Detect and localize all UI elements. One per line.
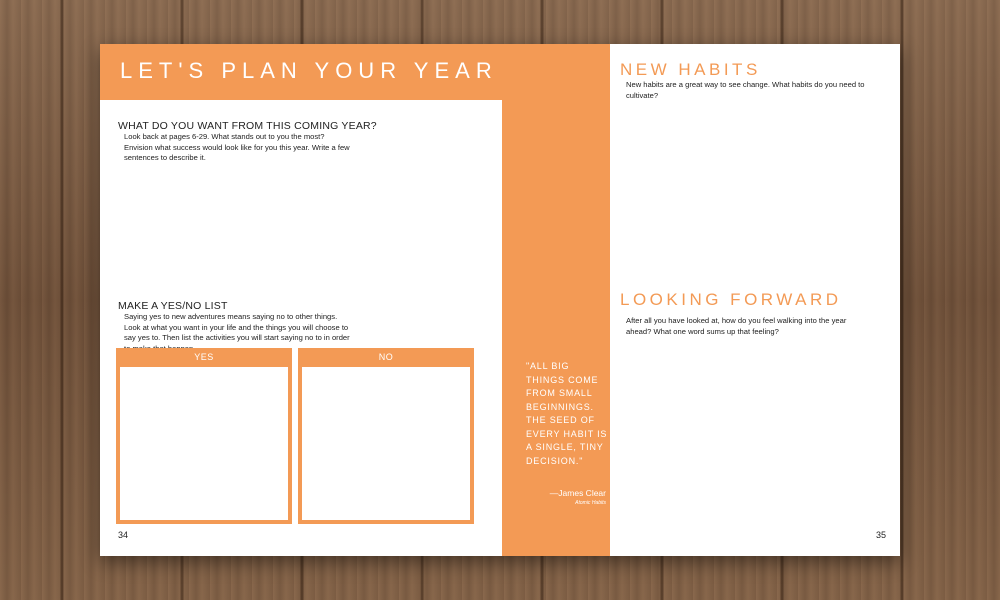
section-heading-goals: WHAT DO YOU WANT FROM THIS COMING YEAR? <box>118 120 377 132</box>
section-text-new-habits: New habits are a great way to see change. What habits do you need to cultivate? <box>626 80 865 100</box>
no-list-box <box>298 348 474 524</box>
yes-list-label: YES <box>194 352 214 362</box>
page-number-right: 35 <box>876 530 887 540</box>
section-heading-looking-forward: LOOKING FORWARD <box>620 290 842 309</box>
yes-list-writing-area[interactable] <box>120 367 288 520</box>
planner-spread <box>100 44 900 556</box>
title-band <box>100 44 502 100</box>
quote-strip <box>502 44 610 556</box>
section-text-yes-no: Saying yes to new adventures means saying no to other things. Look at what you want in your life and the things you will choose to say yes to. Then list the activities you will start saying no to in order <box>124 312 350 342</box>
quote-author: —James Clear <box>549 488 606 498</box>
page-title: LET'S PLAN YOUR YEAR <box>120 58 498 83</box>
no-list-writing-area[interactable] <box>302 367 470 520</box>
section-text-goals: Look back at pages 6-29. What stands out to you the most? Envision what success would look like for you this year. Write a few sentences to describe it. <box>124 132 350 162</box>
yes-list-box <box>116 348 292 524</box>
no-list-label: NO <box>378 352 394 362</box>
section-heading-yes-no: MAKE A YES/NO LIST <box>118 300 228 312</box>
page-number-left: 34 <box>118 530 129 540</box>
section-text-looking-forward: After all you have looked at, how do you feel walking into the year ahead? What one word sums up that feeling? <box>626 316 847 336</box>
section-heading-new-habits: NEW HABITS <box>620 60 761 79</box>
quote-source: Atomic Habits <box>575 500 606 506</box>
quote-text: "ALL BIG THINGS COME FROM SMALL BEGINNINGS. THE SEED OF EVERY HABIT IS A SINGLE, TINY DECISION." <box>526 361 608 466</box>
